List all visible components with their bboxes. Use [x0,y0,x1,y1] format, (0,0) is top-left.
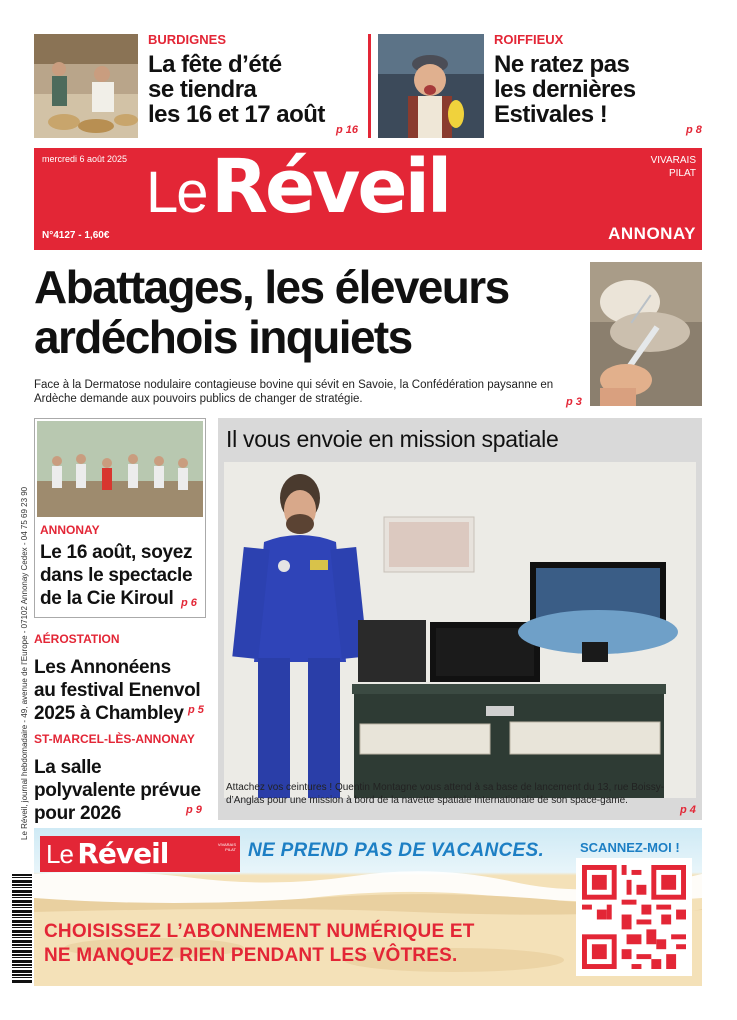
headline-line: Abattages, les éleveurs [34,261,509,313]
ad-region-label: VIVARAIS [217,842,236,847]
side-photo-dancers [37,421,203,517]
page-reference: p 5 [188,704,204,716]
ad-cta [44,920,475,968]
feature-photo-astronaut [224,462,696,798]
masthead-logo [146,144,449,246]
feature-headline: Il vous envoie en mission spatiale [226,426,559,452]
ad-logo [40,836,240,872]
side-kicker: ST-MARCEL-LÈS-ANNONAY [34,732,195,746]
teaser-title-line: Estivales ! [494,101,608,128]
side-title-line: dans le spectacle [40,565,193,586]
side-kicker: ANNONAY [40,523,100,537]
teaser-kicker: BURDIGNES [148,32,227,47]
teaser-title-line: Ne ratez pas [494,51,630,78]
ad-logo-reveil: Réveil [77,837,169,870]
top-teaser-left[interactable] [34,30,364,140]
ad-tagline: NE PREND PAS DE VACANCES. [248,840,545,861]
side-story-kiroul[interactable] [34,418,206,618]
side-story-salle[interactable] [34,730,210,822]
masthead-issue: N°4127 - 1,60€ [42,230,110,241]
feature-caption: Attachez vos ceintures ! Quentin Montagne vous attend à sa base de lancement du 13, rue Boissy-d’Anglas pour une mission à bord de la navette spatiale internationale de son space-game. [226,782,665,806]
vertical-imprint: Le Réveil, journal hebdomadaire - 49, avenue de l’Europe - 07102 Annonay Cedex - 04 75 69 23 90 [20,486,29,840]
ad-cta-line: CHOISISSEZ L’ABONNEMENT NUMÉRIQUE ET [44,921,475,942]
ad-region-label: PILAT [225,847,236,852]
side-title [34,656,210,725]
teaser-title [148,52,358,127]
teaser-photo-performer [378,34,484,138]
page-reference: p 6 [181,597,197,609]
side-title-line: 2025 à Chambley [34,703,184,724]
lead-headline [34,262,594,362]
teaser-title-line: se tiendra [148,76,257,103]
lead-photo-vaccine [590,262,702,406]
masthead-date: mercredi 6 août 2025 [42,154,128,164]
teaser-title-line: les dernières [494,76,636,103]
ad-cta-line: NE MANQUEZ RIEN PENDANT LES VÔTRES. [44,945,458,966]
top-teaser-right[interactable] [378,30,708,140]
ad-logo-le: Le [46,839,73,869]
teaser-title-line: La fête d’été [148,51,282,78]
side-title [34,756,210,825]
qr-code[interactable] [576,858,692,976]
region-label: VIVARAIS [650,155,696,166]
divider-red-vertical [368,34,371,138]
lead-story[interactable] [34,258,702,408]
feature-story[interactable] [218,418,702,820]
page-reference: p 3 [566,396,582,408]
page-reference: p 9 [186,804,202,816]
ad-scan-label: SCANNEZ-MOI ! [580,840,680,855]
ad-banner-subscription[interactable] [34,828,702,986]
lead-standfirst: Face à la Dermatose nodulaire contagieuse bovine qui sévit en Savoie, la Confédération paysanne en Ardèche demande aux pouvoirs publics de changer de stratégie. [34,379,554,405]
masthead [34,144,702,250]
side-title-line: La salle [34,757,102,778]
masthead-edition: ANNONAY [608,224,696,243]
region-label: PILAT [668,168,696,179]
side-title-line: pour 2026 [34,803,122,824]
logo-le: Le [146,160,207,225]
masthead-regions [651,154,696,180]
barcode [12,874,32,984]
side-story-aerostation[interactable] [34,630,210,722]
logo-reveil: Réveil [210,144,450,230]
teaser-title [494,52,704,127]
side-title-line: Le 16 août, soyez [40,542,193,563]
side-title [40,541,204,610]
page-reference: p 8 [686,124,702,136]
side-kicker: AÉROSTATION [34,632,120,646]
page-reference: p 16 [336,124,359,136]
side-title-line: polyvalente prévue [34,780,201,801]
qr-code-pattern [582,864,686,970]
side-title-line: de la Cie Kiroul [40,588,174,609]
headline-line: ardéchois inquiets [34,311,412,363]
teaser-title-line: les 16 et 17 août [148,101,325,128]
page-reference: p 4 [680,804,696,816]
teaser-photo-festival [34,34,138,138]
ad-logo-regions [218,842,236,852]
side-title-line: au festival Enenvol [34,680,201,701]
side-title-line: Les Annonéens [34,657,171,678]
teaser-kicker: ROIFFIEUX [494,32,564,47]
